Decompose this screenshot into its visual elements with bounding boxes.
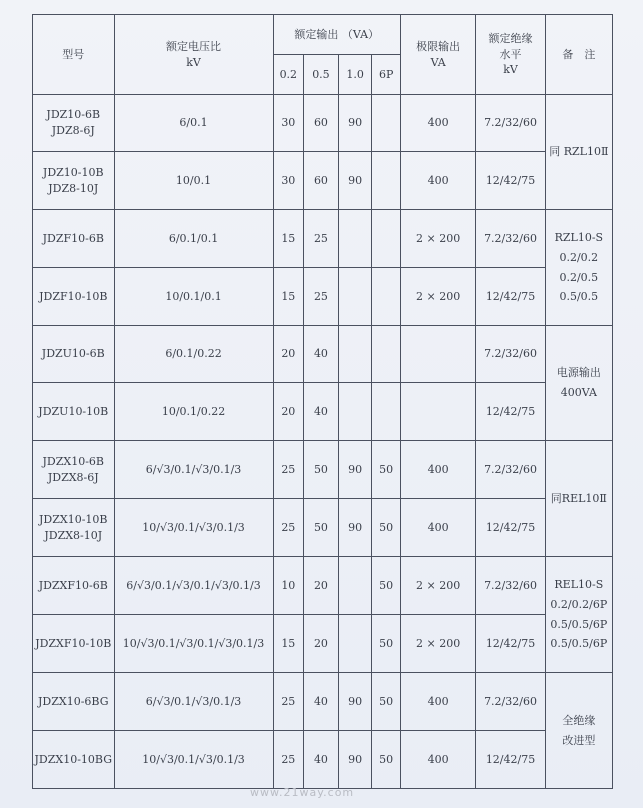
cell-output-6p: [372, 383, 401, 441]
remark-line: 同 RZL10Ⅱ: [549, 145, 609, 159]
cell-ratio: 10/√3/0.1/√3/0.1/3: [114, 731, 273, 789]
cell-ratio: 10/0.1: [114, 152, 273, 210]
cell-ratio: 10/√3/0.1/√3/0.1/3: [114, 499, 273, 557]
cell-output-1-0: [338, 268, 372, 326]
cell-limit: 400: [400, 152, 475, 210]
cell-output-6p: [372, 268, 401, 326]
cell-limit: [400, 383, 475, 441]
cell-output-0-2: 20: [273, 326, 304, 383]
remark-line: 400VA: [560, 386, 597, 399]
cell-output-6p: 50: [372, 557, 401, 615]
cell-ratio: 6/√3/0.1/√3/0.1/√3/0.1/3: [114, 557, 273, 615]
cell-output-0-2: 25: [273, 731, 304, 789]
cell-model: [33, 152, 115, 210]
cell-model: [33, 268, 115, 326]
cell-ratio: 6/0.1/0.1: [114, 210, 273, 268]
model-name: JDZX10-10B: [39, 512, 108, 526]
cell-remarks: [545, 326, 612, 441]
cell-output-0-2: 20: [273, 383, 304, 441]
cell-output-0-5: 25: [304, 210, 339, 268]
header-class-0-2: 0.2: [273, 55, 304, 95]
cell-output-1-0: [338, 615, 372, 673]
cell-output-0-2: 30: [273, 152, 304, 210]
cell-insulation: 12/42/75: [476, 383, 545, 441]
remark-line: 0.5/0.5/6P: [550, 637, 608, 651]
cell-limit: 400: [400, 499, 475, 557]
cell-model: [33, 441, 115, 499]
table-row: [33, 268, 613, 326]
table-row: [33, 441, 613, 499]
cell-ratio: 6/0.1: [114, 95, 273, 152]
header-class-1-0: 1.0: [338, 55, 372, 95]
cell-remarks: [545, 95, 612, 210]
cell-output-0-5: 60: [304, 152, 339, 210]
cell-limit: 400: [400, 731, 475, 789]
header-insulation-label-2: 水平: [499, 47, 522, 61]
model-name: JDZ10-6B: [46, 108, 101, 122]
cell-insulation: 12/42/75: [476, 268, 545, 326]
remark-line: 0.2/0.2/6P: [550, 597, 608, 611]
cell-output-6p: [372, 326, 401, 383]
cell-output-0-2: 15: [273, 210, 304, 268]
cell-remarks: [545, 441, 612, 557]
header-limit: [400, 15, 475, 95]
cell-insulation: 12/42/75: [476, 499, 545, 557]
cell-output-0-2: 25: [273, 673, 304, 731]
cell-output-1-0: 90: [338, 499, 372, 557]
table-row: [33, 731, 613, 789]
header-ratio: [114, 15, 273, 95]
cell-output-0-5: 40: [304, 731, 339, 789]
model-name: JDZXF10-10B: [35, 636, 112, 650]
cell-ratio: 6/0.1/0.22: [114, 326, 273, 383]
cell-limit: 400: [400, 673, 475, 731]
table-row: [33, 499, 613, 557]
header-output: 额定输出 （VA）: [273, 15, 400, 55]
cell-output-0-5: 40: [304, 326, 339, 383]
cell-output-6p: 50: [372, 441, 401, 499]
cell-output-0-5: 40: [304, 383, 339, 441]
cell-insulation: 7.2/32/60: [476, 210, 545, 268]
cell-model: [33, 383, 115, 441]
cell-output-6p: [372, 152, 401, 210]
model-name: JDZX10-10BG: [34, 752, 113, 766]
cell-limit: 2 × 200: [400, 268, 475, 326]
cell-insulation: 7.2/32/60: [476, 95, 545, 152]
cell-output-6p: 50: [372, 673, 401, 731]
cell-output-0-5: 50: [304, 499, 339, 557]
header-remarks: 备 注: [545, 15, 612, 95]
cell-insulation: 12/42/75: [476, 731, 545, 789]
cell-insulation: 12/42/75: [476, 615, 545, 673]
transformer-spec-table: [32, 14, 613, 789]
model-name: JDZXF10-6B: [38, 578, 108, 592]
cell-output-0-5: 20: [304, 615, 339, 673]
header-class-6p: 6P: [372, 55, 401, 95]
cell-limit: 2 × 200: [400, 210, 475, 268]
cell-limit: [400, 326, 475, 383]
cell-ratio: 10/√3/0.1/√3/0.1/√3/0.1/3: [114, 615, 273, 673]
header-limit-unit: VA: [430, 55, 446, 69]
header-ratio-unit: kV: [186, 55, 201, 69]
remark-line: 0.2/0.2: [559, 250, 599, 264]
cell-output-6p: [372, 210, 401, 268]
cell-limit: 400: [400, 95, 475, 152]
cell-model: [33, 731, 115, 789]
cell-ratio: 6/√3/0.1/√3/0.1/3: [114, 441, 273, 499]
model-name: JDZU10-10B: [38, 404, 109, 418]
remark-line: RZL10-S: [554, 230, 604, 244]
model-name: JDZX8-10J: [44, 528, 103, 542]
cell-output-6p: [372, 95, 401, 152]
header-ratio-label: 额定电压比: [166, 39, 222, 53]
model-name: JDZF10-10B: [39, 289, 108, 303]
table-row: [33, 326, 613, 383]
cell-limit: 2 × 200: [400, 557, 475, 615]
model-name: JDZ10-10B: [42, 165, 104, 179]
cell-output-0-2: 25: [273, 441, 304, 499]
model-name: JDZU10-6B: [41, 347, 105, 361]
model-name: JDZX10-6B: [42, 454, 105, 468]
cell-model: [33, 499, 115, 557]
cell-output-0-2: 15: [273, 615, 304, 673]
model-name: JDZF10-6B: [42, 231, 104, 245]
cell-output-0-5: 60: [304, 95, 339, 152]
cell-insulation: 7.2/32/60: [476, 441, 545, 499]
header-insulation-unit: kV: [503, 63, 518, 77]
cell-insulation: 7.2/32/60: [476, 326, 545, 383]
cell-model: [33, 557, 115, 615]
cell-limit: 400: [400, 441, 475, 499]
cell-remarks: [545, 557, 612, 673]
remark-line: 全绝缘: [562, 713, 596, 727]
cell-output-0-5: 50: [304, 441, 339, 499]
cell-model: [33, 210, 115, 268]
cell-output-6p: 50: [372, 731, 401, 789]
cell-output-1-0: [338, 326, 372, 383]
table-row: [33, 557, 613, 615]
model-name: JDZX8-6J: [47, 470, 99, 484]
cell-limit: 2 × 200: [400, 615, 475, 673]
table-row: [33, 383, 613, 441]
cell-ratio: 10/0.1/0.1: [114, 268, 273, 326]
remark-line: 改进型: [562, 733, 596, 747]
cell-output-1-0: [338, 557, 372, 615]
cell-output-1-0: 90: [338, 152, 372, 210]
header-limit-label: 极限输出: [416, 39, 461, 53]
model-name: JDZ8-6J: [51, 124, 95, 137]
cell-output-1-0: 90: [338, 673, 372, 731]
cell-output-0-2: 10: [273, 557, 304, 615]
cell-ratio: 6/√3/0.1/√3/0.1/3: [114, 673, 273, 731]
cell-ratio: 10/0.1/0.22: [114, 383, 273, 441]
table-row: [33, 673, 613, 731]
remark-line: 0.5/0.5: [559, 290, 599, 304]
remark-line: 电源输出: [556, 366, 601, 380]
watermark: www.21way.com: [250, 786, 355, 799]
header-insulation: [476, 15, 545, 95]
cell-output-1-0: [338, 383, 372, 441]
cell-output-0-5: 40: [304, 673, 339, 731]
cell-output-1-0: 90: [338, 731, 372, 789]
cell-output-0-5: 20: [304, 557, 339, 615]
cell-output-0-5: 25: [304, 268, 339, 326]
header-class-0-5: 0.5: [304, 55, 339, 95]
table-row: [33, 152, 613, 210]
remark-line: 0.5/0.5/6P: [550, 617, 608, 631]
cell-model: [33, 326, 115, 383]
table-row: [33, 615, 613, 673]
cell-output-6p: 50: [372, 615, 401, 673]
cell-output-1-0: 90: [338, 441, 372, 499]
cell-remarks: [545, 210, 612, 326]
cell-insulation: 12/42/75: [476, 152, 545, 210]
cell-output-0-2: 15: [273, 268, 304, 326]
table-body: [33, 95, 613, 789]
remark-line: 同REL10Ⅱ: [550, 491, 607, 505]
cell-output-0-2: 30: [273, 95, 304, 152]
cell-model: [33, 615, 115, 673]
cell-remarks: [545, 673, 612, 789]
cell-output-6p: 50: [372, 499, 401, 557]
header-model: 型号: [33, 15, 115, 95]
model-name: JDZX10-6BG: [38, 694, 109, 708]
cell-insulation: 7.2/32/60: [476, 673, 545, 731]
cell-output-1-0: 90: [338, 95, 372, 152]
cell-output-1-0: [338, 210, 372, 268]
table-row: [33, 210, 613, 268]
model-name: JDZ8-10J: [48, 181, 99, 195]
cell-output-0-2: 25: [273, 499, 304, 557]
remark-line: 0.2/0.5: [559, 270, 599, 284]
remark-line: REL10-S: [554, 577, 604, 591]
cell-insulation: 7.2/32/60: [476, 557, 545, 615]
cell-model: [33, 95, 115, 152]
header-insulation-label-1: 额定绝缘: [488, 31, 533, 45]
table-row: [33, 95, 613, 152]
cell-model: [33, 673, 115, 731]
